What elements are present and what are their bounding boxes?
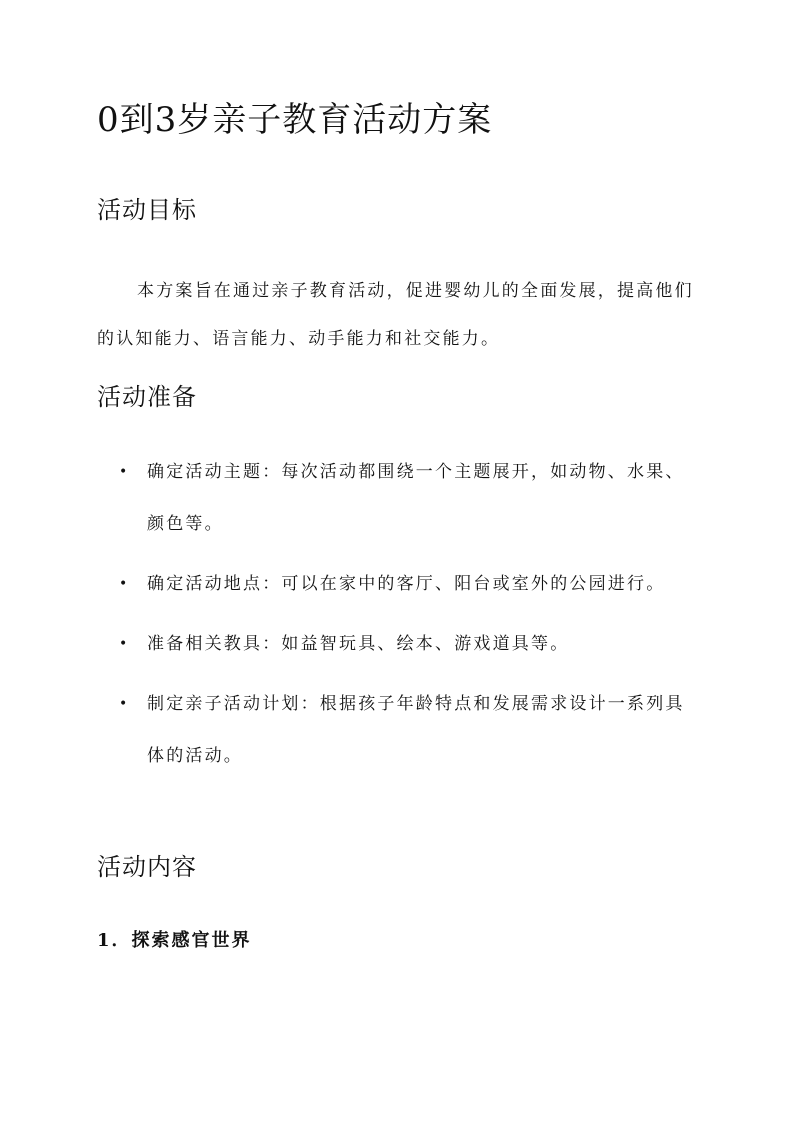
- preparation-list: [97, 446, 703, 790]
- goal-paragraph: 本方案旨在通过亲子教育活动，促进婴幼儿的全面发展，提高他们的认知能力、语言能力、动手能力和社交能力。: [97, 281, 694, 349]
- document-title: 0到3岁亲子教育活动方案: [97, 100, 493, 140]
- section-heading-content: 活动内容: [97, 853, 197, 881]
- bullet-icon: •: [119, 464, 130, 480]
- list-item-text: 制定亲子活动计划：根据孩子年龄特点和发展需求设计一系列具体的活动。: [147, 694, 685, 766]
- list-item: [97, 446, 687, 550]
- list-item: [97, 678, 687, 782]
- section-heading-preparation: 活动准备: [97, 383, 197, 411]
- list-item: [97, 618, 687, 670]
- bullet-icon: •: [119, 696, 130, 712]
- list-item-text: 确定活动地点：可以在家中的客厅、阳台或室外的公园进行。: [147, 574, 666, 594]
- bullet-icon: •: [119, 576, 130, 592]
- section-heading-goal: 活动目标: [97, 196, 197, 224]
- content-subheading: 1．探索感官世界: [97, 930, 252, 951]
- list-item-text: 准备相关教具：如益智玩具、绘本、游戏道具等。: [147, 634, 570, 654]
- list-item-text: 确定活动主题：每次活动都围绕一个主题展开，如动物、水果、颜色等。: [147, 462, 685, 534]
- list-item: [97, 558, 687, 610]
- bullet-icon: •: [119, 636, 130, 652]
